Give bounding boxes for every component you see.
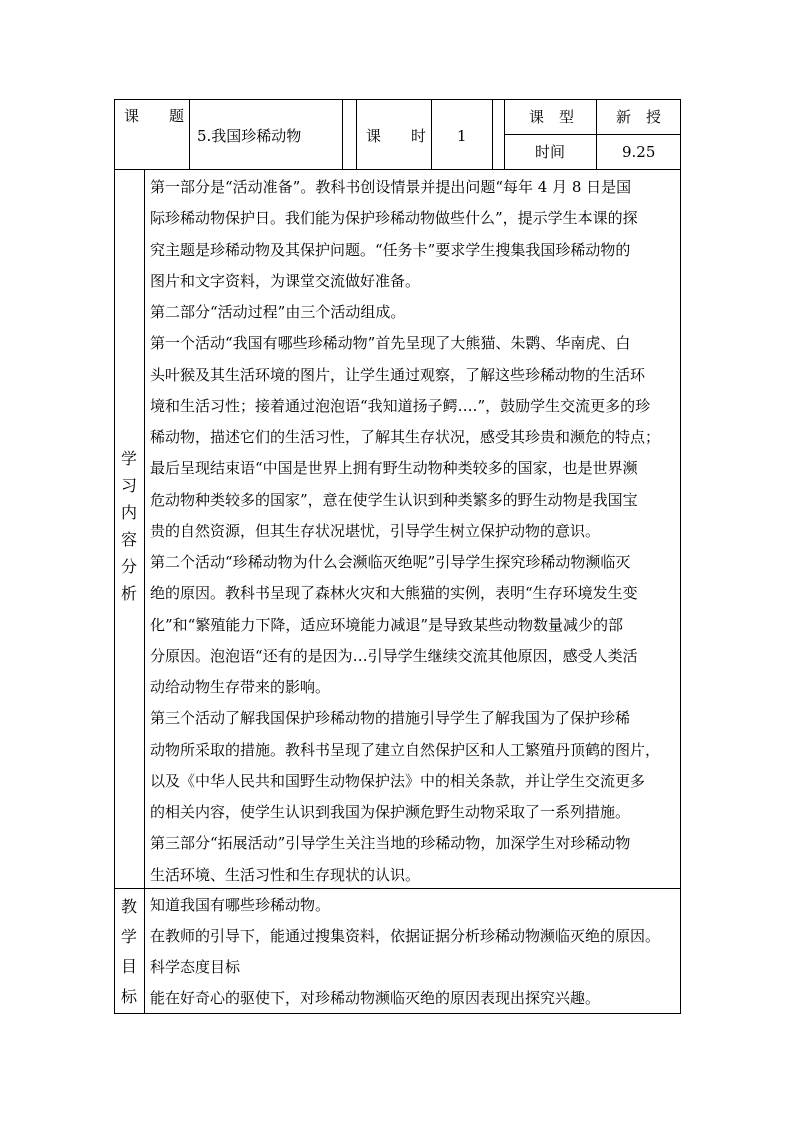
header-bottom bbox=[114, 169, 681, 170]
header-col-1 bbox=[189, 99, 190, 169]
analysis-line: 第一个活动“我国有哪些珍稀动物”首先呈现了大熊猫、朱鹮、华南虎、白 bbox=[150, 334, 631, 353]
analysis-content bbox=[150, 172, 660, 891]
analysis-line: 第二部分“活动过程”由三个活动组成。 bbox=[150, 303, 406, 321]
analysis-line: 动物所采取的措施。教科书呈现了建立自然保护区和人工繁殖丹顶鹤的图片， bbox=[150, 740, 661, 759]
header-col-4 bbox=[431, 99, 432, 169]
analysis-line: 境和生活习性；接着通过泡泡语“我知道扬子鳄….”，鼓励学生交流更多的珍 bbox=[150, 396, 651, 415]
analysis-label-char: 容 bbox=[120, 530, 137, 549]
analysis-line: 的相关内容，使学生认识到我国为保护濒危野生动物采取了一系列措施。 bbox=[150, 803, 631, 821]
analysis-line: 以及《中华人民共和国野生动物保护法》中的相关条款，并让学生交流更多 bbox=[150, 771, 646, 790]
header-col-3 bbox=[356, 99, 357, 169]
analysis-label-char: 学 bbox=[120, 449, 137, 468]
analysis-line: 贵的自然资源，但其生存状况堪忧，引导学生树立保护动物的意识。 bbox=[150, 521, 601, 540]
analysis-line: 第一部分是“活动准备”。教科书创设情景并提出问题“每年 4 月 8 日是国 bbox=[150, 178, 632, 196]
type-label: 课 型 bbox=[529, 108, 575, 126]
goal-line: 能在好奇心的驱使下，对珍稀动物濒临灭绝的原因表现出探究兴趣。 bbox=[150, 989, 601, 1007]
lesson-label: 课 题 bbox=[124, 107, 185, 125]
goal-line: 科学态度目标 bbox=[150, 958, 241, 976]
analysis-line: 第二个活动“珍稀动物为什么会濒临灭绝呢”引导学生探究珍稀动物濒临灭 bbox=[150, 553, 631, 571]
analysis-line: 第三部分“拓展活动”引导学生关注当地的珍稀动物，加深学生对珍稀动物 bbox=[150, 834, 631, 853]
analysis-line: 究主题是珍稀动物及其保护问题。“任务卡”要求学生搜集我国珍稀动物的 bbox=[150, 240, 631, 259]
table-border-right bbox=[680, 99, 681, 1014]
period-label: 课 时 bbox=[366, 127, 427, 145]
goals-label-char: 标 bbox=[120, 987, 137, 1006]
header-col-7 bbox=[596, 99, 597, 169]
time-label: 时间 bbox=[535, 143, 566, 161]
goals-content bbox=[150, 890, 660, 1014]
goal-line: 知道我国有哪些珍稀动物。 bbox=[150, 896, 331, 914]
analysis-label-char: 内 bbox=[120, 503, 137, 522]
period-value: 1 bbox=[457, 127, 467, 145]
analysis-label-char: 析 bbox=[120, 584, 137, 603]
analysis-line: 图片和文字资料，为课堂交流做好准备。 bbox=[150, 271, 421, 290]
analysis-line: 生活环境、生活习性和生存现状的认识。 bbox=[150, 865, 421, 884]
analysis-label-char: 分 bbox=[120, 557, 137, 576]
time-value: 9.25 bbox=[622, 143, 656, 161]
analysis-label bbox=[117, 445, 141, 607]
analysis-line: 稀动物，描述它们的生活习性，了解其生存状况，感受其珍贵和濒危的特点； bbox=[150, 428, 661, 446]
table-border-left bbox=[114, 99, 115, 1014]
analysis-line: 绝的原因。教科书呈现了森林火灾和大熊猫的实例，表明“生存环境发生变 bbox=[150, 584, 638, 603]
label-column-divider bbox=[144, 169, 145, 1014]
analysis-line: 际珍稀动物保护日。我们能为保护珍稀动物做些什么”，提示学生本课的探 bbox=[150, 209, 638, 228]
analysis-line: 第三个活动了解我国保护珍稀动物的措施引导学生了解我国为了保护珍稀 bbox=[150, 709, 631, 728]
type-value: 新 授 bbox=[616, 108, 662, 126]
analysis-line: 危动物种类较多的国家”，意在使学生认识到种类繁多的野生动物是我国宝 bbox=[150, 490, 638, 509]
header-divider-right bbox=[504, 134, 681, 135]
lesson-title: 5.我国珍稀动物 bbox=[197, 127, 302, 145]
header-col-2 bbox=[342, 99, 343, 169]
goals-label-char: 学 bbox=[120, 927, 137, 946]
header-col-6 bbox=[504, 99, 505, 169]
analysis-line: 最后呈现结束语“中国是世界上拥有野生动物种类较多的国家，也是世界濒 bbox=[150, 459, 638, 478]
goals-label bbox=[117, 892, 141, 1012]
analysis-line: 头叶猴及其生活环境的图片，让学生通过观察，了解这些珍稀动物的生活环 bbox=[150, 365, 646, 384]
analysis-line: 化”和“繁殖能力下降，适应环境能力减退”是导致某些动物数量减少的部 bbox=[150, 615, 624, 634]
goals-label-char: 目 bbox=[120, 957, 137, 976]
analysis-line: 动给动物生存带来的影响。 bbox=[150, 678, 331, 696]
analysis-line: 分原因。泡泡语“还有的是因为…引导学生继续交流其他原因，感受人类活 bbox=[150, 646, 638, 665]
header-col-5 bbox=[492, 99, 493, 169]
goal-line: 在教师的引导下，能通过搜集资料，依据证据分析珍稀动物濒临灭绝的原因。 bbox=[150, 927, 661, 945]
goals-label-char: 教 bbox=[120, 897, 137, 916]
analysis-label-char: 习 bbox=[120, 476, 137, 495]
